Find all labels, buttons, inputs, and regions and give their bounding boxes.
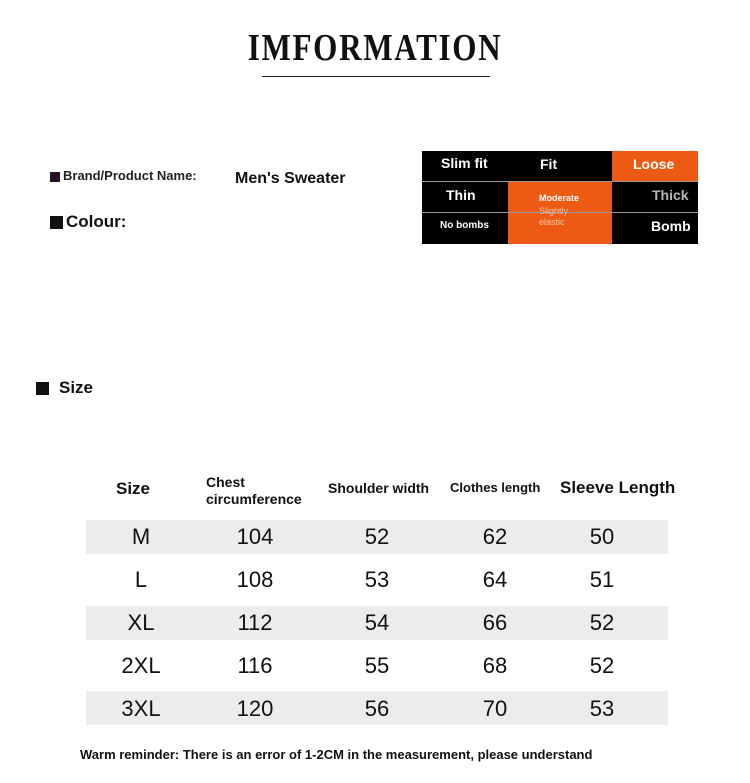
shoulder-cell: 53 [364, 567, 390, 592]
shoulder-cell: 56 [364, 696, 390, 721]
page-title: IMFORMATION [247, 27, 503, 69]
thickness-moderate: Moderate [539, 193, 580, 203]
square-bullet-icon [36, 382, 49, 395]
elastic-none: No bombs [440, 220, 489, 231]
shoulder-cell: 52 [364, 524, 390, 549]
fit-attribute-grid [422, 151, 698, 244]
colour-label: Colour: [66, 212, 127, 231]
square-bullet-icon [50, 216, 63, 229]
sleeve-cell: 51 [589, 567, 615, 592]
length-cell: 66 [482, 610, 508, 635]
col-header-sleeve: Sleeve Length [560, 478, 676, 497]
brand-value: Men's Sweater [235, 170, 346, 187]
brand-label-row [50, 168, 197, 183]
fit-loose: Loose [633, 156, 675, 172]
elastic-bomb: Bomb [651, 218, 691, 234]
shoulder-cell: 55 [364, 653, 390, 678]
size-cell: 2XL [121, 653, 161, 678]
thickness-thick: Thick [652, 187, 689, 203]
sleeve-cell: 52 [589, 653, 615, 678]
col-header-shoulder: Shoulder width [328, 480, 430, 496]
col-header-size: Size [116, 479, 151, 498]
square-bullet-icon [50, 172, 60, 182]
col-header-length: Clothes length [450, 480, 541, 495]
chest-cell: 104 [236, 524, 274, 549]
size-cell: M [131, 524, 151, 549]
fit-slim: Slim fit [441, 155, 488, 171]
length-cell: 70 [482, 696, 508, 721]
length-cell: 62 [482, 524, 508, 549]
col-header-chest: Chest circumference [206, 474, 302, 507]
sleeve-cell: 50 [589, 524, 615, 549]
grid-divider [422, 181, 698, 182]
thickness-thin: Thin [446, 187, 476, 203]
size-cell: XL [127, 610, 155, 635]
fit-regular: Fit [540, 156, 558, 172]
chest-cell: 108 [236, 567, 274, 592]
title-underline [262, 76, 490, 77]
measurement-reminder: Warm reminder: There is an error of 1-2CM in the measurement, please understand [80, 747, 593, 762]
chest-cell: 120 [236, 696, 274, 721]
length-cell: 68 [482, 653, 508, 678]
size-cell: 3XL [121, 696, 161, 721]
sleeve-cell: 53 [589, 696, 615, 721]
chest-cell: 112 [237, 610, 273, 635]
size-cell: L [134, 567, 148, 592]
size-section-heading [36, 378, 93, 398]
sleeve-cell: 52 [589, 610, 615, 635]
size-heading-label: Size [59, 378, 94, 397]
colour-label-row [50, 212, 126, 232]
chest-cell: 116 [237, 653, 273, 678]
brand-label: Brand/Product Name: [63, 168, 197, 183]
elastic-slight: Slightly elastic [539, 206, 569, 227]
length-cell: 64 [482, 567, 508, 592]
shoulder-cell: 54 [364, 610, 390, 635]
